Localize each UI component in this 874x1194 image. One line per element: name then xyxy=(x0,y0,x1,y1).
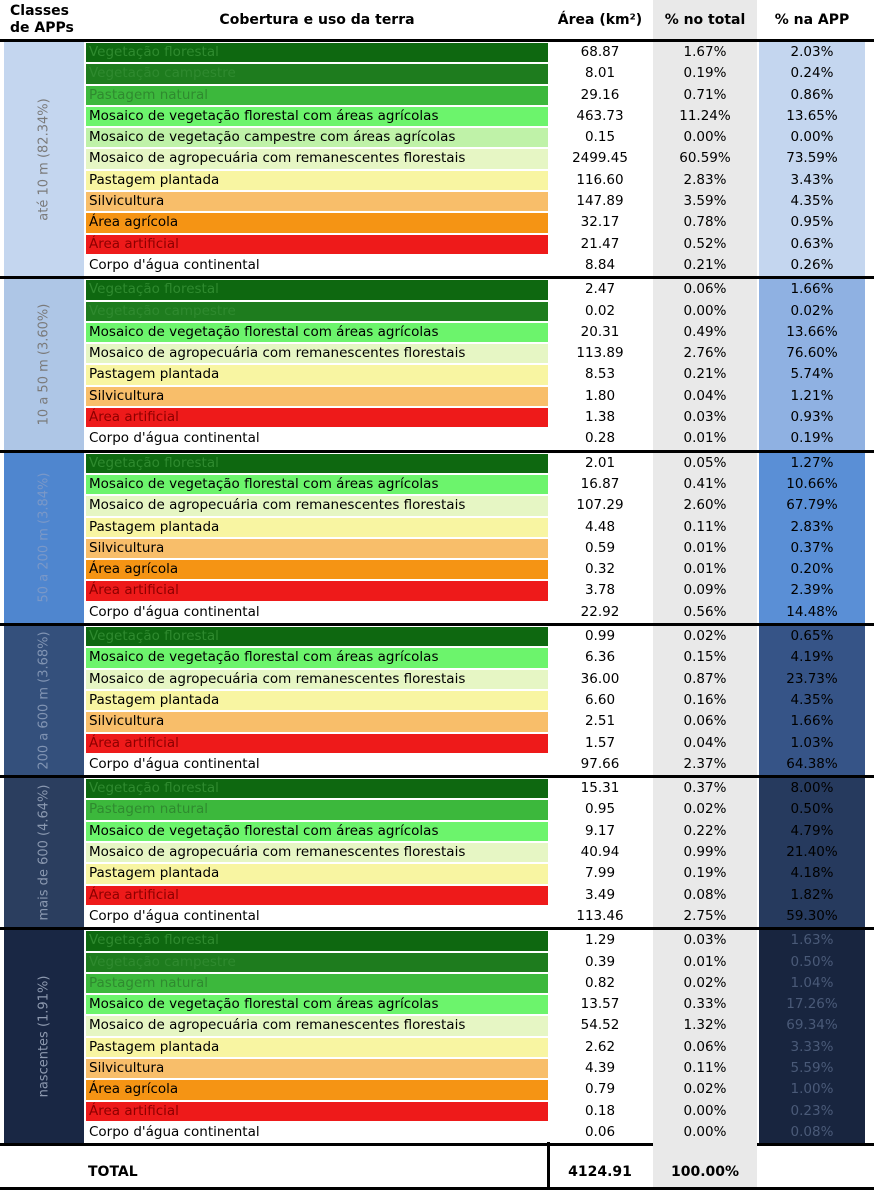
percent-total-cell: 0.52% xyxy=(653,234,757,255)
area-cell: 8.01 xyxy=(584,65,616,82)
group-label: 10 a 50 m (3.60%) xyxy=(36,303,52,426)
percent-app-cell: 0.37% xyxy=(759,538,865,559)
land-cover-cell: Mosaico de vegetação florestal com áreas agrícolas xyxy=(86,648,548,667)
table-row xyxy=(0,517,874,538)
percent-total-cell: 0.02% xyxy=(653,973,757,994)
table-row xyxy=(0,212,874,233)
percent-app-cell: 0.50% xyxy=(759,799,865,820)
table-row xyxy=(0,127,874,148)
percent-total-cell: 0.03% xyxy=(653,407,757,428)
group-label: nascentes (1.91%) xyxy=(36,975,52,1098)
percent-app-cell: 73.59% xyxy=(759,148,865,169)
percent-app-cell: 5.59% xyxy=(759,1058,865,1079)
table-row xyxy=(0,170,874,191)
land-cover-cell: Área artificial xyxy=(86,734,548,753)
header-land-cover: Cobertura e uso da terra xyxy=(219,11,415,28)
area-cell: 107.29 xyxy=(576,497,624,514)
table-row xyxy=(0,386,874,407)
percent-total-cell: 0.37% xyxy=(653,778,757,799)
percent-total-cell: 0.49% xyxy=(653,322,757,343)
area-cell: 0.28 xyxy=(584,430,616,447)
header-percent-total: % no total xyxy=(653,0,757,39)
percent-total-cell: 0.41% xyxy=(653,474,757,495)
percent-total-cell: 0.11% xyxy=(653,517,757,538)
group-label: 200 a 600 m (3.68%) xyxy=(36,631,52,770)
land-cover-cell: Pastagem natural xyxy=(86,974,548,993)
percent-app-cell: 0.95% xyxy=(759,212,865,233)
percent-app-cell: 17.26% xyxy=(759,994,865,1015)
land-cover-cell: Mosaico de vegetação florestal com áreas agrícolas xyxy=(86,107,548,126)
land-cover-cell: Pastagem plantada xyxy=(86,171,548,190)
area-cell: 0.82 xyxy=(584,974,616,991)
percent-total-cell: 0.01% xyxy=(653,428,757,449)
percent-app-cell: 0.24% xyxy=(759,63,865,84)
app-class-group xyxy=(0,279,874,452)
percent-total-cell: 0.01% xyxy=(653,952,757,973)
percent-app-cell: 3.43% xyxy=(759,170,865,191)
percent-total-cell: 2.76% xyxy=(653,343,757,364)
land-cover-cell: Vegetação florestal xyxy=(86,627,548,646)
percent-total-cell: 0.16% xyxy=(653,690,757,711)
table-row xyxy=(0,42,874,63)
land-cover-cell: Mosaico de vegetação florestal com áreas agrícolas xyxy=(86,475,548,494)
percent-app-cell: 4.79% xyxy=(759,821,865,842)
table-row xyxy=(0,799,874,820)
area-cell: 2499.45 xyxy=(572,150,628,167)
percent-app-cell: 0.08% xyxy=(759,1122,865,1143)
area-cell: 1.80 xyxy=(584,387,616,404)
percent-app-cell: 2.03% xyxy=(759,42,865,63)
land-cover-cell: Mosaico de agropecuária com remanescentes florestais xyxy=(86,670,548,689)
land-cover-cell: Pastagem plantada xyxy=(86,864,548,883)
percent-app-cell: 69.34% xyxy=(759,1015,865,1036)
area-cell: 113.89 xyxy=(576,345,624,362)
percent-app-cell: 2.39% xyxy=(759,580,865,601)
percent-app-cell: 13.66% xyxy=(759,322,865,343)
area-cell: 113.46 xyxy=(576,907,624,924)
percent-app-cell: 0.00% xyxy=(759,127,865,148)
land-cover-cell: Silvicultura xyxy=(86,192,548,211)
percent-total-cell: 0.08% xyxy=(653,885,757,906)
land-cover-cell: Mosaico de vegetação florestal com áreas agrícolas xyxy=(86,995,548,1014)
percent-total-cell: 0.00% xyxy=(653,301,757,322)
area-cell: 2.51 xyxy=(584,713,616,730)
app-class-group xyxy=(0,778,874,930)
area-cell: 3.78 xyxy=(584,582,616,599)
table-row xyxy=(0,279,874,300)
land-cover-cell: Mosaico de agropecuária com remanescentes florestais xyxy=(86,496,548,515)
land-cover-cell: Vegetação campestre xyxy=(86,953,548,972)
percent-app-cell: 1.27% xyxy=(759,453,865,474)
table-row xyxy=(0,733,874,754)
table-row xyxy=(0,626,874,647)
percent-app-cell: 0.02% xyxy=(759,301,865,322)
total-label: TOTAL xyxy=(88,1164,138,1180)
table-row xyxy=(0,778,874,799)
table-row xyxy=(0,85,874,106)
table-row xyxy=(0,1101,874,1122)
table-row xyxy=(0,580,874,601)
table-row xyxy=(0,994,874,1015)
percent-app-cell: 4.18% xyxy=(759,863,865,884)
table-row xyxy=(0,690,874,711)
percent-app-cell: 21.40% xyxy=(759,842,865,863)
area-cell: 4.48 xyxy=(584,518,616,535)
header-area: Área (km²) xyxy=(557,11,643,28)
percent-app-cell: 1.66% xyxy=(759,711,865,732)
land-cover-cell: Vegetação florestal xyxy=(86,43,548,62)
area-cell: 463.73 xyxy=(576,107,624,124)
percent-total-cell: 0.04% xyxy=(653,386,757,407)
percent-app-cell: 1.66% xyxy=(759,279,865,300)
percent-app-cell: 0.19% xyxy=(759,428,865,449)
group-label: até 10 m (82.34%) xyxy=(36,97,52,221)
area-cell: 97.66 xyxy=(580,755,620,772)
area-cell: 3.49 xyxy=(584,886,616,903)
area-cell: 1.38 xyxy=(584,409,616,426)
table-row xyxy=(0,301,874,322)
area-cell: 7.99 xyxy=(584,865,616,882)
percent-total-cell: 0.06% xyxy=(653,1037,757,1058)
percent-total-cell: 0.00% xyxy=(653,1101,757,1122)
group-label: 50 a 200 m (3.84%) xyxy=(36,472,52,603)
area-cell: 15.31 xyxy=(580,780,620,797)
percent-total-cell: 0.56% xyxy=(653,602,757,623)
percent-total-cell: 1.67% xyxy=(653,42,757,63)
percent-app-cell: 0.86% xyxy=(759,85,865,106)
percent-total-cell: 0.02% xyxy=(653,1079,757,1100)
area-cell: 2.01 xyxy=(584,454,616,471)
land-cover-cell: Área artificial xyxy=(86,408,548,427)
land-cover-cell: Mosaico de agropecuária com remanescentes florestais xyxy=(86,149,548,168)
land-cover-cell: Pastagem natural xyxy=(86,86,548,105)
app-class-group xyxy=(0,930,874,1146)
land-cover-cell: Corpo d'água continental xyxy=(86,429,548,448)
percent-total-cell: 0.19% xyxy=(653,863,757,884)
area-cell: 2.47 xyxy=(584,281,616,298)
percent-app-cell: 64.38% xyxy=(759,754,865,775)
percent-app-cell: 59.30% xyxy=(759,906,865,927)
percent-total-cell: 0.00% xyxy=(653,1122,757,1143)
land-cover-cell: Mosaico de agropecuária com remanescentes florestais xyxy=(86,1016,548,1035)
percent-app-cell: 0.23% xyxy=(759,1101,865,1122)
percent-total-cell: 0.03% xyxy=(653,930,757,951)
area-cell: 21.47 xyxy=(580,235,620,252)
land-cover-cell: Silvicultura xyxy=(86,1059,548,1078)
percent-app-cell: 0.65% xyxy=(759,626,865,647)
table-row xyxy=(0,885,874,906)
area-cell: 0.99 xyxy=(584,628,616,645)
percent-total-cell: 0.15% xyxy=(653,647,757,668)
area-cell: 0.02 xyxy=(584,302,616,319)
table-row xyxy=(0,322,874,343)
area-cell: 0.59 xyxy=(584,539,616,556)
area-cell: 8.84 xyxy=(584,256,616,273)
area-cell: 147.89 xyxy=(576,193,624,210)
land-cover-cell: Área agrícola xyxy=(86,213,548,232)
area-cell: 0.15 xyxy=(584,129,616,146)
table-row xyxy=(0,754,874,775)
area-cell: 36.00 xyxy=(580,670,620,687)
percent-total-cell: 0.21% xyxy=(653,255,757,276)
percent-app-cell: 8.00% xyxy=(759,778,865,799)
table-row xyxy=(0,234,874,255)
land-cover-cell: Corpo d'água continental xyxy=(86,755,548,774)
area-cell: 16.87 xyxy=(580,475,620,492)
land-cover-cell: Corpo d'água continental xyxy=(86,1123,548,1142)
area-cell: 54.52 xyxy=(580,1017,620,1034)
land-cover-cell: Corpo d'água continental xyxy=(86,256,548,275)
table-row xyxy=(0,863,874,884)
land-cover-cell: Corpo d'água continental xyxy=(86,603,548,622)
percent-app-cell: 0.63% xyxy=(759,234,865,255)
area-cell: 0.06 xyxy=(584,1123,616,1140)
land-cover-cell: Mosaico de agropecuária com remanescentes florestais xyxy=(86,843,548,862)
percent-total-cell: 11.24% xyxy=(653,106,757,127)
percent-app-cell: 3.33% xyxy=(759,1037,865,1058)
percent-app-cell: 13.65% xyxy=(759,106,865,127)
percent-total-cell: 0.19% xyxy=(653,63,757,84)
percent-app-cell: 4.35% xyxy=(759,191,865,212)
area-cell: 40.94 xyxy=(580,844,620,861)
land-cover-cell: Vegetação florestal xyxy=(86,779,548,798)
table-row xyxy=(0,343,874,364)
percent-app-cell: 1.82% xyxy=(759,885,865,906)
percent-app-cell: 14.48% xyxy=(759,602,865,623)
group-label: mais de 600 (4.64%) xyxy=(36,784,52,921)
percent-app-cell: 1.00% xyxy=(759,1079,865,1100)
percent-app-cell: 76.60% xyxy=(759,343,865,364)
land-cover-cell: Área artificial xyxy=(86,581,548,600)
percent-total-cell: 0.06% xyxy=(653,279,757,300)
total-row xyxy=(0,1142,874,1190)
area-cell: 6.36 xyxy=(584,649,616,666)
table-row xyxy=(0,63,874,84)
percent-total-cell: 2.83% xyxy=(653,170,757,191)
area-cell: 6.60 xyxy=(584,691,616,708)
land-cover-cell: Mosaico de agropecuária com remanescentes florestais xyxy=(86,344,548,363)
table-row xyxy=(0,647,874,668)
app-class-group xyxy=(0,626,874,778)
land-cover-cell: Corpo d'água continental xyxy=(86,907,548,926)
percent-total-cell: 0.22% xyxy=(653,821,757,842)
percent-total-cell: 60.59% xyxy=(653,148,757,169)
area-cell: 9.17 xyxy=(584,822,616,839)
table-row xyxy=(0,1015,874,1036)
area-cell: 2.62 xyxy=(584,1038,616,1055)
land-cover-cell: Área artificial xyxy=(86,1102,548,1121)
percent-app-cell: 2.83% xyxy=(759,517,865,538)
table-row xyxy=(0,428,874,449)
area-cell: 1.29 xyxy=(584,932,616,949)
area-cell: 29.16 xyxy=(580,86,620,103)
percent-app-cell: 0.93% xyxy=(759,407,865,428)
table-row xyxy=(0,906,874,927)
percent-total-cell: 0.09% xyxy=(653,580,757,601)
area-cell: 13.57 xyxy=(580,996,620,1013)
table-row xyxy=(0,191,874,212)
percent-total-cell: 3.59% xyxy=(653,191,757,212)
area-cell: 0.32 xyxy=(584,561,616,578)
percent-total-cell: 0.01% xyxy=(653,538,757,559)
percent-total-cell: 1.32% xyxy=(653,1015,757,1036)
land-cover-cell: Silvicultura xyxy=(86,539,548,558)
land-cover-cell: Área artificial xyxy=(86,886,548,905)
area-cell: 32.17 xyxy=(580,214,620,231)
table-row xyxy=(0,669,874,690)
land-cover-cell: Pastagem natural xyxy=(86,800,548,819)
table-row xyxy=(0,711,874,732)
table-row xyxy=(0,495,874,516)
percent-total-cell: 0.05% xyxy=(653,453,757,474)
percent-total-cell: 0.78% xyxy=(653,212,757,233)
percent-total-cell: 0.00% xyxy=(653,127,757,148)
table-row xyxy=(0,538,874,559)
area-cell: 22.92 xyxy=(580,603,620,620)
table-row xyxy=(0,407,874,428)
percent-total-cell: 0.87% xyxy=(653,669,757,690)
table-row xyxy=(0,1037,874,1058)
area-cell: 0.39 xyxy=(584,953,616,970)
table-header xyxy=(0,0,874,42)
header-app-classes: Classes de APPs xyxy=(10,2,74,36)
area-cell: 20.31 xyxy=(580,323,620,340)
table-row xyxy=(0,1058,874,1079)
percent-total-cell: 0.99% xyxy=(653,842,757,863)
percent-app-cell: 1.04% xyxy=(759,973,865,994)
table-row xyxy=(0,1122,874,1143)
land-cover-cell: Área agrícola xyxy=(86,1080,548,1099)
table-row xyxy=(0,602,874,623)
land-cover-cell: Pastagem plantada xyxy=(86,518,548,537)
land-cover-cell: Pastagem plantada xyxy=(86,365,548,384)
percent-app-cell: 5.74% xyxy=(759,364,865,385)
land-cover-cell: Pastagem plantada xyxy=(86,691,548,710)
land-cover-cell: Mosaico de vegetação florestal com áreas agrícolas xyxy=(86,323,548,342)
percent-total-cell: 2.37% xyxy=(653,754,757,775)
table-row xyxy=(0,821,874,842)
area-cell: 0.79 xyxy=(584,1081,616,1098)
area-cell: 1.57 xyxy=(584,734,616,751)
land-cover-cell: Área agrícola xyxy=(86,560,548,579)
percent-app-cell: 0.50% xyxy=(759,952,865,973)
land-cover-cell: Área artificial xyxy=(86,235,548,254)
percent-total-cell: 0.11% xyxy=(653,1058,757,1079)
percent-app-cell: 10.66% xyxy=(759,474,865,495)
percent-app-cell: 67.79% xyxy=(759,495,865,516)
area-cell: 116.60 xyxy=(576,171,624,188)
total-percent: 100.00% xyxy=(670,1164,740,1180)
table-body xyxy=(0,42,874,1146)
area-cell: 8.53 xyxy=(584,366,616,383)
area-cell: 68.87 xyxy=(580,44,620,60)
table-row xyxy=(0,148,874,169)
percent-app-cell: 1.21% xyxy=(759,386,865,407)
percent-total-cell: 0.71% xyxy=(653,85,757,106)
percent-app-cell: 0.20% xyxy=(759,559,865,580)
percent-total-cell: 0.04% xyxy=(653,733,757,754)
land-cover-cell: Silvicultura xyxy=(86,387,548,406)
percent-app-cell: 1.03% xyxy=(759,733,865,754)
area-cell: 0.95 xyxy=(584,801,616,818)
land-cover-cell: Silvicultura xyxy=(86,712,548,731)
table-row xyxy=(0,930,874,951)
land-cover-cell: Vegetação florestal xyxy=(86,454,548,473)
area-cell: 0.18 xyxy=(584,1102,616,1119)
land-cover-cell: Vegetação campestre xyxy=(86,64,548,83)
total-area: 4124.91 xyxy=(568,1164,632,1180)
app-class-group xyxy=(0,42,874,279)
percent-total-cell: 0.01% xyxy=(653,559,757,580)
table-row xyxy=(0,364,874,385)
land-cover-cell: Vegetação florestal xyxy=(86,280,548,299)
land-cover-cell: Vegetação campestre xyxy=(86,302,548,321)
table-row xyxy=(0,559,874,580)
percent-total-cell: 0.06% xyxy=(653,711,757,732)
table-row xyxy=(0,842,874,863)
table-row xyxy=(0,952,874,973)
land-cover-cell: Mosaico de vegetação florestal com áreas agrícolas xyxy=(86,822,548,841)
percent-app-cell: 1.63% xyxy=(759,930,865,951)
table-row xyxy=(0,474,874,495)
percent-app-cell: 4.35% xyxy=(759,690,865,711)
table-row xyxy=(0,453,874,474)
app-class-group xyxy=(0,453,874,626)
percent-total-cell: 0.33% xyxy=(653,994,757,1015)
land-cover-cell: Vegetação florestal xyxy=(86,931,548,950)
percent-app-cell: 4.19% xyxy=(759,647,865,668)
percent-app-cell: 23.73% xyxy=(759,669,865,690)
percent-app-cell: 0.26% xyxy=(759,255,865,276)
header-percent-app: % na APP xyxy=(774,11,850,28)
percent-total-cell: 2.60% xyxy=(653,495,757,516)
table-row xyxy=(0,255,874,276)
land-cover-cell: Pastagem plantada xyxy=(86,1038,548,1057)
table-row xyxy=(0,106,874,127)
area-cell: 4.39 xyxy=(584,1060,616,1077)
land-cover-cell: Mosaico de vegetação campestre com áreas agrícolas xyxy=(86,128,548,147)
table-row xyxy=(0,973,874,994)
percent-total-cell: 0.21% xyxy=(653,364,757,385)
percent-total-cell: 0.02% xyxy=(653,799,757,820)
table-row xyxy=(0,1079,874,1100)
percent-total-cell: 2.75% xyxy=(653,906,757,927)
percent-total-cell: 0.02% xyxy=(653,626,757,647)
